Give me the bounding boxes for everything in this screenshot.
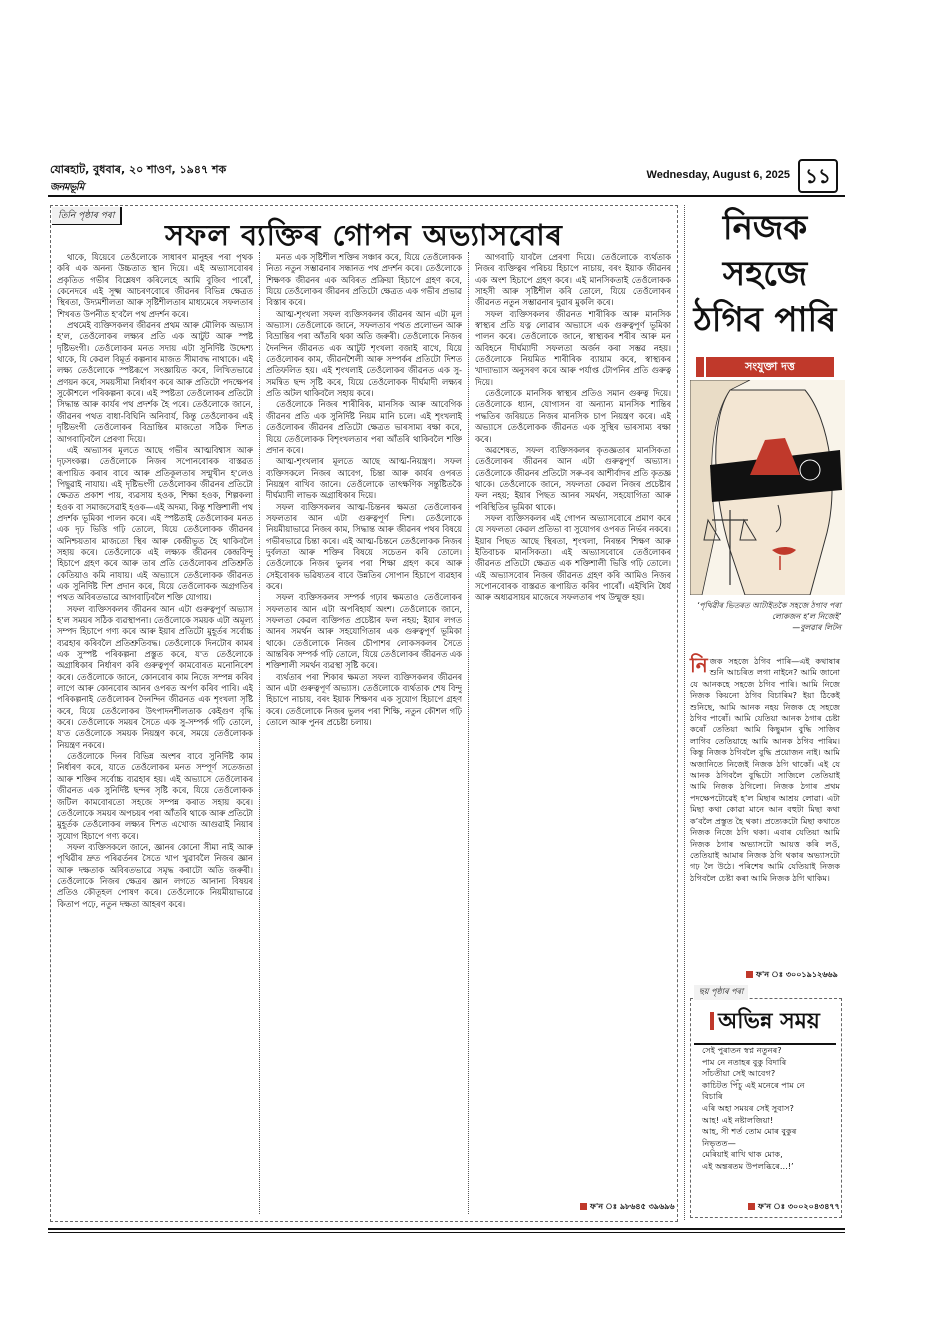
paragraph: আত্ম-শৃংখলা সফল ব্যক্তিসকলৰ জীৱনৰ আন এটা মূল অভ্যাস। তেওঁলোকে জানে, সফলতাৰ পথত প্ৰলোভন আৰু বিভ্ৰান্তিৰ পৰা আঁতৰি থকা অতি জৰুৰী। তেওঁলোকে নিজৰ দৈনন্দিন জীৱনত এক আটুট শৃংখলা বজাই ৰাখে, যিয়ে তেওঁলোকৰ কাম, জীৱনশৈলী আৰু সম্পৰ্কৰ প্ৰতিটো দিশত প্ৰতিফলিত হয়। এই শৃংখলাই তেওঁলোকৰ জীৱনত এক সু-সমন্বিত ছন্দ সৃষ্টি কৰে, যিয়ে তেওঁলোকক দীৰ্ঘমাদী লক্ষ্যৰ প্ৰতি অটল থাকিবলৈ সহায় কৰে। (266, 308, 462, 399)
bullet-square-icon (746, 971, 753, 978)
paragraph: থাকে, যিয়েবে তেওঁলোকে সাধাৰণ মানুহৰ পৰা পৃথক কৰি এক অনন্য উচ্চতাত স্থান দিয়ে। এই অভ্যাসবোৰৰ প্ৰকৃতিত গভীৰ বিশ্লেষণ কৰিলেহে আমি বুজিব পাৰোঁ, কেনেদৰে এই সূক্ষ্ম আচৰণবোৰে জীৱনৰ বিভিন্ন ক্ষেত্ৰত স্থিৰতা, উদ্যমশীলতা আৰু সৃষ্টিশীলতাৰ মাধ্যমেৰে সফলতাৰ শিখৰত উপনীত হ'বলৈ পথ প্ৰদৰ্শন কৰে। (57, 252, 253, 319)
paragraph: সফল ব্যক্তিসকলৰ আত্ম-চিন্তনৰ ক্ষমতা তেওঁলোকৰ সফলতাৰ আন এটা গুৰুত্বপূৰ্ণ দিশ। তেওঁলোকে নিয়মীয়াভাৱে নিজৰ কাম, সিদ্ধান্ত আৰু জীৱনৰ পথৰ বিষয়ে গভীৰভাৱে চিন্তা কৰে। এই আত্ম-চিন্তনে তেওঁলোকক নিজৰ দুৰ্বলতা আৰু শক্তিৰ বিষয়ে সচেতন কৰি তোলে। তেওঁলোকে নিজৰ ভুলৰ পৰা শিক্ষা গ্ৰহণ কৰে আৰু সেইবোৰক ভৱিষ্যতৰ বাবে উন্নতিৰ সোপান হিচাপে ব্যৱহাৰ কৰে। (266, 501, 462, 591)
paragraph: তেওঁলোকে নিজৰ শাৰীৰিক, মানসিক আৰু আবেগিক জীৱনৰ প্ৰতি এক সুনিৰ্দিষ্ট নিয়ম মানি চলে। এই শৃংখলাই তেওঁলোকৰ জীৱনৰ প্ৰতিটো ক্ষেত্ৰত ভাৰসাম্য ৰক্ষা কৰে, যিয়ে তেওঁলোকক বিশৃংখলতাৰ পৰা আঁতৰি থাকিবলৈ শক্তি প্ৰদান কৰে। (266, 399, 462, 455)
side-article-body (690, 653, 840, 884)
newspaper-logo: জনমভূমি (50, 182, 84, 193)
poem-line: নিভৃতত— (702, 1137, 736, 1148)
poem-title: অভিন্ন সময় (694, 1004, 836, 1045)
page-number: ১১ (798, 159, 838, 193)
paragraph: আগবাঢ়ি যাবলৈ প্ৰেৰণা দিয়ে। তেওঁলোকে ব্যৰ্থতাক নিজৰ ব্যক্তিত্বৰ পৰিচয় হিচাপে নাচায়, বৰং ইয়াক জীৱনৰ এক অংশ হিচাপে গ্ৰহণ কৰে। এই মানসিকতাই তেওঁলোকক সাহসী আৰু সৃষ্টিশীল কৰি তোলে, যিয়ে তেওঁলোকৰ জীৱনত নতুন সম্ভাৱনাৰ দুৱাৰ মুকলি কৰে। (475, 252, 671, 308)
column-divider (259, 252, 260, 1214)
poem-line: কাচিটত পিঁচু এই মনেৰে পাম নে (702, 1079, 805, 1090)
poem-line: সেই পুৰাতন স্বপ্ন নতুনৰ? (702, 1045, 782, 1055)
paragraph: এই অভ্যাসৰ মূলতে আছে গভীৰ আত্মবিশ্বাস আৰু দৃঢ়সংকল্প। তেওঁলোকে নিজৰ সপোনবোৰক বাস্তৱত ৰূপায়িত কৰাৰ বাবে আৰু প্ৰতিকূলতাৰ সন্মুখীন হ'লেও পিছুৱাই নাযায়। এই দৃষ্টিভংগী তেওঁলোকৰ জীৱনৰ প্ৰতিটো ক্ষেত্ৰত প্ৰকাশ পায়, ব্যৱসায় হওক, শিক্ষা হওক, শিল্পকলা হওক বা সমাজসেৱাই হওক—এই অদম্য, কিন্তু শক্তিশালী পথ প্ৰদৰ্শক ভূমিকা পালন কৰে। এই স্পষ্টতাই তেওঁলোকৰ মনত এক দৃঢ় ভিত্তি গঢ়ি তোলে, যিয়ে তেওঁলোকক জীৱনৰ অনিশ্চয়তাৰ মাজতো স্থিৰ আৰু কেন্দ্ৰীভূত হৈ থাকিবলৈ সহায় কৰে। তেওঁলোকে এই লক্ষ্যক জীৱনৰ কেন্দ্ৰবিন্দু হিচাপে গ্ৰহণ কৰে আৰু তাৰ প্ৰতি তেওঁলোকৰ প্ৰতিশ্ৰুতি কেতিয়াও কমি নাযায়। এই অভ্যাসে তেওঁলোকক জীৱনত এক সুনিৰ্দিষ্ট দিশ প্ৰদান কৰে, যিয়ে তেওঁলোকক অগ্ৰগতিৰ পথত অবিৰতভাৱে আগবাঢ়িবলৈ শক্তি যোগায়। (57, 444, 253, 603)
poem-line: এৰি অহা সময়ৰ সেই সুবাস? (702, 1102, 794, 1113)
paragraph: তেওঁলোকে দিনৰ বিভিন্ন অংশৰ বাবে সুনিৰ্দিষ্ট কাম নিৰ্ধাৰণ কৰে, যাতে তেওঁলোকৰ মনত সম্পূৰ্ণ সতেজতা আৰু শক্তিৰ সৰ্বোচ্চ ব্যৱহাৰ হয়। এই অভ্যাসে তেওঁলোকৰ জীৱনত এক সুনিৰ্দিষ্ট ছন্দৰ সৃষ্টি কৰে, যিয়ে তেওঁলোকক জটিল কামবোৰতো সহজে সম্পন্ন কৰাত সহায় কৰে। তেওঁলোকে সময়ৰ অপচয়ৰ পৰা আঁতৰি থাকে আৰু প্ৰতিটো মুহূৰ্তক তেওঁলোকৰ লক্ষ্যৰ দিশত এখোজ আগুৱাই নিয়াৰ সুযোগ হিচাপে গণ্য কৰে। (57, 751, 253, 841)
side-headline-line: ঠগিব পাৰি (693, 300, 837, 340)
paragraph: সফল ব্যক্তিসকলৰ এই গোপন অভ্যাসবোৰে প্ৰমাণ কৰে যে সফলতা কেৱল প্ৰতিভা বা সুযোগৰ ওপৰত নিৰ্ভৰ নকৰে। ইয়াৰ পিছত আছে স্থিৰতা, শৃংখলা, নিৰন্তৰ শিক্ষণ আৰু ইতিবাচক মানসিকতা। এই অভ্যাসবোৰে তেওঁলোকৰ জীৱনত প্ৰতিটো ক্ষেত্ৰত এক শক্তিশালী ভিত্তি গঢ়ি তোলে। এই অভ্যাসবোৰ নিজৰ জীৱনত গ্ৰহণ কৰি আমিও নিজৰ সপোনবোৰক বাস্তৱত ৰূপায়িত কৰিব পাৰোঁ। এইখিনি ধৈৰ্য আৰু অধ্যৱসায়ৰ মাজেৰে সফলতাৰ পথ উন্মুক্ত হয়। (475, 512, 671, 603)
pull-quote (696, 600, 841, 633)
poem-line: সাঁচতীয়া সেই আবেগ? (702, 1068, 776, 1079)
title-marker (710, 1012, 714, 1030)
side-headline-line: নিজক (722, 208, 808, 248)
continued-tag: তিনি পৃষ্ঠাৰ পৰা (52, 207, 122, 225)
pull-quote-text: ‘পৃথিৱীৰ ভিতৰত আটাইতকৈ সহজে ঠগাব পৰা লোকজন হ’ল নিজেই’ (696, 601, 841, 621)
article-column-1 (57, 252, 253, 1214)
article-column-3 (475, 252, 671, 1196)
article-column-2 (266, 252, 462, 1214)
poem-line: আহ, সী শৰ্ত তোম মোৰ বুকুৰ (702, 1126, 797, 1137)
side-headline-line: সহজে (722, 254, 808, 294)
drop-cap: নি (690, 653, 708, 677)
masthead-rule (48, 195, 845, 197)
poem-line: আহ! এই নষ্টালজিয়া! (702, 1114, 774, 1125)
side-author-phone: ফ'ন ঃ ৩০০১৯১২৬৬৯ (746, 969, 838, 982)
pull-quote-attribution: —বুলৱাৰ লিটন (792, 623, 841, 632)
blank-top-area (0, 0, 945, 160)
paragraph: সফল ব্যক্তিসকলৰ জীৱনৰ আন এটা গুৰুত্বপূৰ্ণ অভ্যাস হ'ল সময়ৰ সঠিক ব্যৱস্থাপনা। তেওঁলোকে সময়ক এটা অমূল্য সম্পদ হিচাপে গণ্য কৰে আৰু ইয়াৰ প্ৰতিটো মুহূৰ্তৰ সৰ্বোচ্চ ব্যৱহাৰ কৰিবলৈ প্ৰতিশ্ৰুতিবদ্ধ। তেওঁলোকে দিনটোৰ কামৰ এক সুস্পষ্ট পৰিকল্পনা প্ৰস্তুত কৰে, য'ত তেওঁলোকে অগ্ৰাধিকাৰ নিৰ্ধাৰণ কৰি গুৰুত্বপূৰ্ণ কামবোৰত মনোনিবেশ কৰে। তেওঁলোকে জানে, কোনবোৰ কাম নিজে সম্পন্ন কৰিব লাগে আৰু কোনবোৰ আনৰ ওপৰত অৰ্পণ কৰিব পাৰি। এই পৰিকল্পনাই তেওঁলোকৰ দৈনন্দিন জীৱনত এক শৃংখলা সৃষ্টি কৰে, যিয়ে তেওঁলোকৰ উৎপাদনশীলতাক কেইগুণ বৃদ্ধি কৰে। তেওঁলোকে সময়ৰ সৈতে এক সু-সম্পৰ্ক গঢ়ি তোলে, য'ত তেওঁলোকে সময়ক নিয়ন্ত্ৰণ কৰে, সময়ে তেওঁলোকক নিয়ন্ত্ৰণ নকৰে। (57, 603, 253, 750)
bottom-rule-thin (48, 1232, 845, 1233)
face-illustration-icon (690, 380, 845, 595)
paragraph: সফল ব্যক্তিসকলে জানে, জ্ঞানৰ কোনো সীমা নাই আৰু পৃথিৱীৰ দ্ৰুত পৰিৱৰ্তনৰ সৈতে খাপ খুৱাবলৈ নিজৰ জ্ঞান আৰু দক্ষতাক অবিৰতভাৱে সমৃদ্ধ কৰাটো অতি জৰুৰী। তেওঁলোকে নিজৰ ক্ষেত্ৰৰ জ্ঞান লগতে আনান্য বিষয়ৰ প্ৰতিও কৌতূহল পোষণ কৰে। তেওঁলোকে নিয়মীয়াভাৱে কিতাপ পঢ়ে, নতুন দক্ষতা আহৰণ কৰে। (57, 841, 253, 909)
masthead-english-date: Wednesday, August 6, 2025 (646, 169, 790, 181)
paragraph: ব্যৰ্থতাৰ পৰা শিকাৰ ক্ষমতা সফল ব্যক্তিসকলৰ জীৱনৰ আন এটা গুৰুত্বপূৰ্ণ অভ্যাস। তেওঁলোকে ব্যৰ্থতাক শেষ বিন্দু হিচাপে নাচায়, বৰং ইয়াক শিক্ষণৰ এক সুযোগ হিচাপে গ্ৰহণ কৰে। তেওঁলোকে নিজৰ ভুলৰ পৰা শিক্ষি, নতুন কৌশল গঢ়ি তোলে আৰু পুনৰ প্ৰচেষ্টা চলায়। (266, 671, 462, 728)
illustration-blindfolded-face (690, 380, 845, 595)
byline: সংযুক্তা দত্ত (706, 357, 834, 377)
author-phone: ফ'ন ঃ ৯৮৬৪৫ ৩৯৬৯৬ (580, 1201, 675, 1214)
paragraph: নিজক সহজে ঠগিব পাৰি—এই কথাষাৰ শুনি আচৰিত লগা নাইনে? আমি জানো যে আনকহে সহজে ঠগিব পাৰি। আমি নিজে নিজক কিয়নো ঠগিব বিচাৰিম? ইয়া ঠিকেই শুনিছে, আমি আনক নহয় নিজক হে সহজে ঠগিব পাৰোঁ। আমি যেতিয়া আনক ঠগাৰ চেষ্টা কৰোঁ তেতিয়া আমি কিছুমান বুদ্ধি সাজিব লাগিব তেতিয়াহে আমি আনক ঠগিব পাৰিম। কিন্তু নিজক ঠগিবলৈ বুদ্ধি প্ৰয়োজন নাই। আমি অজানিতে নিজেই নিজক ঠগি থাকোঁ। এই যে আনক ঠগিবলৈ বুদ্ধিটো সাজিলে তেতিয়াই আমি নিজক ঠগিলো। নিজক ঠগাৰ প্ৰথম পদক্ষেপটোৱেই হ’ল মিছাৰ আশ্ৰয় লোৱা। এটা মিছা কথা কোৱা মানে আন বহুটা মিছা কথা ক’বলৈ প্ৰস্তুত হৈ থকা। প্ৰত্যেকটো মিছা কথাতে নিজক নিজে ঠগি থকা। এবাৰ যেতিয়া আমি নিজক ঠগাৰ অভ্যাসটো আয়ত্ত কৰি লওঁ, তেতিয়াই আমাৰ নিজক ঠগি থকাৰ অভ্যাসটো গঢ় লৈ উঠে। পৰিশেষ আমি যেতিয়াই নিজক ঠগিবলৈ চেষ্টা কৰা আমি নিজক ঠগি থাকিম। (690, 653, 840, 883)
paragraph: প্ৰথমেই ব্যক্তিসকলৰ জীৱনৰ প্ৰথম আৰু মৌলিক অভ্যাস হ'ল, তেওঁলোকৰ লক্ষ্যৰ প্ৰতি এক আটুট আৰু স্পষ্ট দৃষ্টিভংগী। তেওঁলোকৰ মনত সদায় এটা সুনিৰ্দিষ্ট উদ্দেশ্য থাকে, যি কেৱল বিমূৰ্ত কল্পনাৰ মাজত সীমাবদ্ধ নাথাকে। এই লক্ষ্য তেওঁলোকে স্পষ্টৰূপে সংজ্ঞায়িত কৰে, লিখিতভাৱে প্ৰণয়ন কৰে, সময়সীমা নিৰ্ধাৰণ কৰে আৰু প্ৰতিটো পদক্ষেপৰ সুকৌশলে পৰিকল্পনা কৰে। এই স্পষ্টতা তেওঁলোকৰ প্ৰতিটো সিদ্ধান্ত আৰু কাৰ্যৰ পথ প্ৰদৰ্শক হৈ পৰে। তেওঁলোকে জানে, জীৱনৰ পথত বাধা-বিঘিনি অনিবাৰ্য, কিন্তু তেওঁলোকৰ এই দৃষ্টিভংগী তেওঁলোকৰ বিভ্ৰান্তিৰ মাজতো সঠিক দিশত আগবাঢ়িবলৈ প্ৰেৰণা দিয়ে। (57, 320, 253, 444)
paragraph: সফল ব্যক্তিসকলৰ জীৱনত শাৰীৰিক আৰু মানসিক স্বাস্থ্যৰ প্ৰতি যত্ন লোৱাৰ অভ্যাসে এক গুৰুত্বপূৰ্ণ ভূমিকা পালন কৰে। তেওঁলোকে জানে, স্বাস্থ্যকৰ শৰীৰ আৰু মন অবিহনে দীৰ্ঘম্যাদী সফলতা অৰ্জন কৰা সম্ভৱ নহয়। তেওঁলোকে নিয়মিত শাৰীৰিক ব্যায়াম কৰে, স্বাস্থ্যকৰ খাদ্যাভ্যাস অনুসৰণ কৰে আৰু পৰ্যাপ্ত টোপনিৰ প্ৰতি গুৰুত্ব দিয়ে। (475, 308, 671, 387)
column-divider (468, 252, 469, 1214)
side-headline (690, 205, 840, 343)
poem-line: এই অন্তৰতম উপলব্ধিৰে...!’ (702, 1160, 794, 1171)
poem-lines (702, 1045, 838, 1173)
paragraph: সফল ব্যক্তিসকলৰ সম্পৰ্ক গঢ়াৰ ক্ষমতাও তেওঁলোকৰ সফলতাৰ আন এটা অপৰিহাৰ্য অংশ। তেওঁলোকে জানে, সফলতা কেৱল ব্যক্তিগত প্ৰচেষ্টাৰ ফল নহয়; ইয়াৰ লগত আনৰ সমৰ্থন আৰু সহযোগিতাৰ এক গুৰুত্বপূৰ্ণ ভূমিকা থাকে। তেওঁলোকে নিজৰ চৌপাশৰ লোকসকলৰ সৈতে আন্তৰিক সম্পৰ্ক গঢ়ি তোলে, যিয়ে তেওঁলোকৰ জীৱনত এক শক্তিশালী সমৰ্থন ব্যৱস্থা সৃষ্টি কৰে। (266, 592, 462, 671)
poem-line: বিচাৰি (702, 1091, 723, 1102)
headline: সফল ব্যক্তিৰ গোপন অভ্যাসবোৰ (164, 218, 563, 252)
bullet-square-icon (580, 1203, 587, 1210)
poem-line: পাম নে নতাহৰ বুকু বিদাৰি (702, 1056, 787, 1067)
paragraph: মনত এক সৃষ্টিশীল শক্তিৰ সঞ্চাৰ কৰে, যিয়ে তেওঁলোকক নিত্য নতুন সম্ভাৱনাৰ সন্ধানত পথ প্ৰদৰ্শন কৰে। তেওঁলোকে শিক্ষণক জীৱনৰ এক অবিৰত প্ৰক্ৰিয়া হিচাপে গ্ৰহণ কৰে, যিয়ে তেওঁলোকৰ জীৱনৰ প্ৰতিটো ক্ষেত্ৰত এক গভীৰ প্ৰভাৱ বিস্তাৰ কৰে। (266, 252, 462, 308)
bullet-square-icon (748, 1203, 755, 1210)
side-divider (684, 205, 685, 1220)
bottom-rule (48, 1228, 845, 1230)
poem-line: মেৰিয়াই ৰাখি থাক মোক, (702, 1149, 783, 1160)
paragraph: তেওঁলোকে মানসিক স্বাস্থ্যৰ প্ৰতিও সমান গুৰুত্ব দিয়ে। তেওঁলোকে ধ্যান, যোগাসন বা অন্যান্য মানসিক শান্তিৰ পদ্ধতিৰ জৰিয়তে নিজৰ মানসিক চাপ নিয়ন্ত্ৰণ কৰে। এই অভ্যাসে তেওঁলোকক জীৱনত এক সুস্থিৰ ভাৰসাম্য ৰক্ষা কৰে। (475, 388, 671, 444)
masthead-place-date: যোৰহাট, বুধবাৰ, ২০ শাওণ, ১৯৪৭ শক (50, 163, 227, 176)
byline-marker (696, 357, 704, 377)
paragraph: অৱশেষত, সফল ব্যক্তিসকলৰ কৃতজ্ঞতাৰ মানসিকতা তেওঁলোকৰ জীৱনৰ আন এটা গুৰুত্বপূৰ্ণ অভ্যাস। তেওঁলোকে জীৱনৰ প্ৰতিটো সৰু-বৰ আশীৰ্বাদৰ প্ৰতি কৃতজ্ঞ থাকে। তেওঁলোকে জানে, সফলতা কেৱল নিজৰ প্ৰচেষ্টাৰ ফল নহয়; ইয়াৰ পিছত আনৰ সমৰ্থন, সহযোগিতা আৰু পৰিস্থিতিৰ ভূমিকা থাকে। (475, 444, 671, 512)
poem-continued-tag: ছয় পৃষ্ঠাৰ পৰা (694, 985, 748, 1000)
poet-phone: ফ'ন ঃ ৩০০২০৪৩৪৭৭ (748, 1201, 840, 1214)
paragraph: আত্ম-শৃংখলাৰ মূলতে আছে আত্ম-নিয়ন্ত্ৰণ। সফল ব্যক্তিসকলে নিজৰ আবেগ, চিন্তা আৰু কাৰ্যৰ ওপৰত নিয়ন্ত্ৰণ ৰাখিব জানে। তেওঁলোকে তাৎক্ষণিক সন্তুষ্টিতকৈ দীৰ্ঘম্যাদী লাভক অগ্ৰাধিকাৰ দিয়ে। (266, 456, 462, 501)
